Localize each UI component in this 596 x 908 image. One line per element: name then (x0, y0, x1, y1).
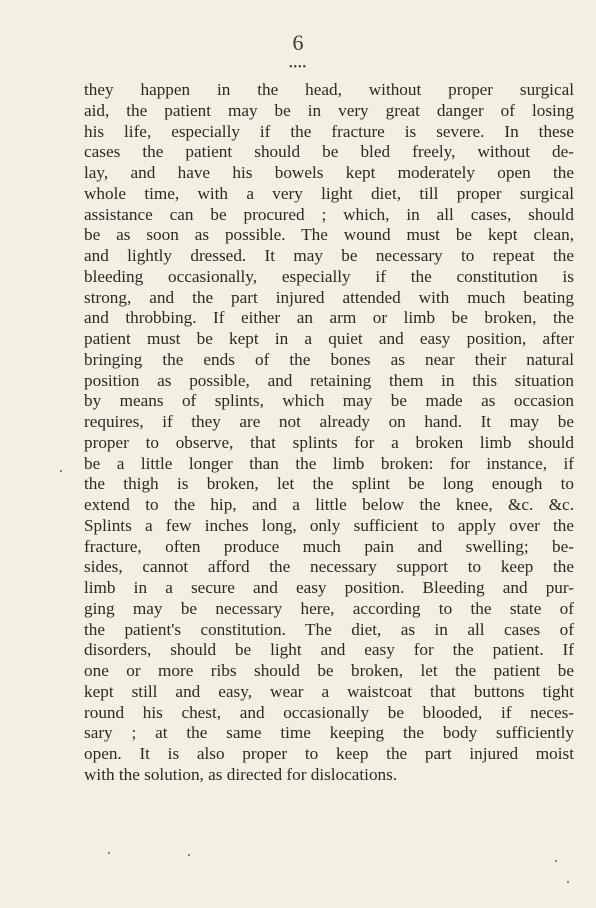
paper-speck (60, 470, 62, 472)
text-line: cases the patient should be bled freely, without de- (84, 142, 574, 162)
text-line: and lightly dressed. It may be necessary to repeat the (84, 246, 574, 265)
text-line: strong, and the part injured attended with much beating (84, 287, 574, 307)
text-line: sary ; at the same time keeping the body sufficiently (84, 723, 574, 743)
text-line: by means of splints, which may be made as occasion (84, 391, 574, 411)
page-number: 6 (292, 30, 304, 55)
text-line: kept still and easy, wear a waistcoat that buttons tight (84, 681, 574, 701)
text-line: limb in a secure and easy position. Bleeding and pur- (84, 578, 574, 597)
paper-speck (108, 852, 110, 854)
text-line: bleeding occasionally, especially if the constitution is (84, 266, 574, 286)
text-line: bringing the ends of the bones as near their natural (84, 349, 574, 369)
paper-speck (188, 854, 190, 856)
text-line: the thigh is broken, let the splint be long enough to (84, 474, 574, 494)
text-line: proper to observe, that splints for a broken limb should (84, 432, 574, 452)
text-line: open. It is also proper to keep the part injured moist (84, 744, 574, 763)
text-line: fracture, often produce much pain and swelling; be- (84, 536, 574, 556)
text-line: be a little longer than the limb broken: for instance, if (84, 453, 574, 473)
text-line: position as possible, and retaining them in this situation (84, 370, 574, 390)
text-line: be as soon as possible. The wound must be kept clean, (84, 225, 574, 245)
text-line: the patient's constitution. The diet, as in all cases of (84, 619, 574, 639)
text-line: patient must be kept in a quiet and easy position, after (84, 329, 574, 348)
text-line: with the solution, as directed for dislocations. (84, 764, 398, 784)
ornament-dots: •••• (288, 62, 307, 73)
text-line: round his chest, and occasionally be blooded, if neces- (84, 702, 574, 722)
text-line: and throbbing. If either an arm or limb be broken, the (84, 308, 574, 328)
paper-speck (555, 860, 557, 862)
text-line: extend to the hip, and a little below the knee, &c. &c. (84, 495, 574, 514)
text-line: Splints a few inches long, only sufficient to apply over the (84, 515, 574, 535)
text-line: whole time, with a very light diet, till proper surgical (84, 183, 574, 203)
text-line: his life, especially if the fracture is severe. In these (84, 121, 574, 141)
text-line: one or more ribs should be broken, let the patient be (84, 661, 574, 680)
paper-speck (567, 881, 569, 883)
text-line: assistance can be procured ; which, in all cases, should (84, 204, 574, 224)
text-line: they happen in the head, without proper surgical (84, 80, 574, 99)
text-line: disorders, should be light and easy for the patient. If (84, 640, 574, 660)
text-line: sides, cannot afford the necessary support to keep the (84, 557, 574, 577)
body-text (84, 80, 574, 786)
text-line: aid, the patient may be in very great danger of losing (84, 100, 574, 120)
text-line: ging may be necessary here, according to the state of (84, 598, 574, 618)
text-line: requires, if they are not already on hand. It may be (84, 412, 574, 431)
text-line: lay, and have his bowels kept moderately open the (84, 163, 574, 182)
